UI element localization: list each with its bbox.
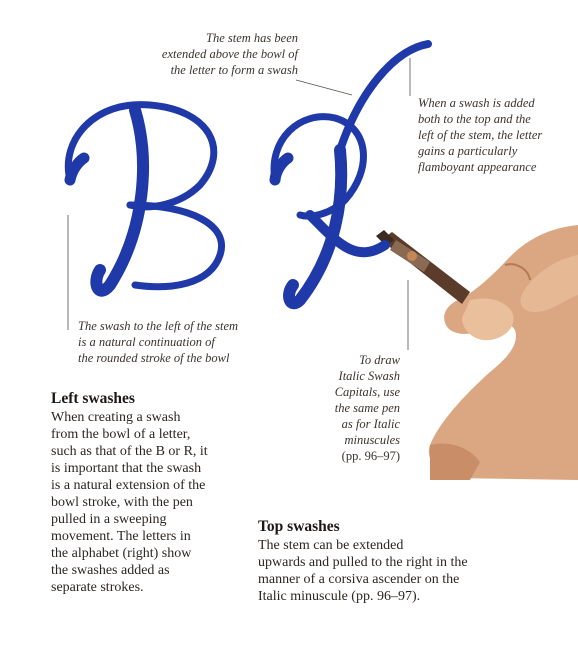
annotation-line: When a swash is added [418, 96, 535, 110]
annotation-line: as for Italic [341, 417, 400, 431]
paragraph-line: is important that the swash [51, 461, 202, 476]
paragraph-line: Italic minuscule (pp. 96–97). [258, 589, 421, 604]
paragraph-line: from the bowl of a letter, [51, 427, 191, 442]
annotation-to-draw [300, 352, 400, 464]
annotation-line: (pp. 96–97) [341, 449, 400, 463]
paragraph-line: bowl stroke, with the pen [51, 495, 193, 510]
letter-b [68, 105, 221, 291]
paragraph-line: upwards and pulled to the right in the [258, 555, 468, 570]
annotation-left-swash [78, 318, 278, 366]
paragraph-line: movement. The letters in [51, 529, 191, 544]
annotation-line: both to the top and the [418, 112, 531, 126]
annotation-flamboyant [418, 95, 568, 175]
annotation-line: the rounded stroke of the bowl [78, 351, 230, 365]
paragraph-line: The stem can be extended [258, 538, 404, 553]
annotation-line: The swash to the left of the stem [78, 319, 239, 333]
paragraph-line: is a natural extension of the [51, 478, 206, 493]
letter-r [274, 44, 428, 303]
heading-top-swashes: Top swashes [258, 518, 340, 535]
annotation-stem-swash [118, 30, 298, 78]
annotation-line: left of the stem, the letter [418, 128, 543, 142]
annotation-line: the letter to form a swash [170, 63, 298, 77]
annotation-line: extended above the bowl of [161, 47, 298, 61]
annotation-line: The stem has been [206, 31, 298, 45]
annotation-line: is a natural continuation of [78, 335, 215, 349]
annotation-line: To draw [359, 353, 400, 367]
paragraph-line: the alphabet (right) show [51, 546, 192, 561]
annotation-line: Italic Swash [338, 369, 400, 383]
paragraph-top-swashes [258, 537, 558, 605]
annotation-line: minuscules [344, 433, 400, 447]
paragraph-line: When creating a swash [51, 410, 181, 425]
paragraph-line: separate strokes. [51, 580, 144, 595]
annotation-line: gains a particularly [418, 144, 518, 158]
paragraph-line: such as that of the B or R, it [51, 444, 208, 459]
annotation-line: Capitals, use [334, 385, 400, 399]
paragraph-line: the swashes added as [51, 563, 170, 578]
hand-with-pen [376, 225, 578, 480]
annotation-line: flamboyant appearance [418, 160, 537, 174]
paragraph-line: manner of a corsiva ascender on the [258, 572, 460, 587]
paragraph-left-swashes [51, 409, 251, 596]
annotation-line: the same pen [334, 401, 400, 415]
paragraph-line: pulled in a sweeping [51, 512, 167, 527]
heading-left-swashes: Left swashes [51, 390, 135, 407]
